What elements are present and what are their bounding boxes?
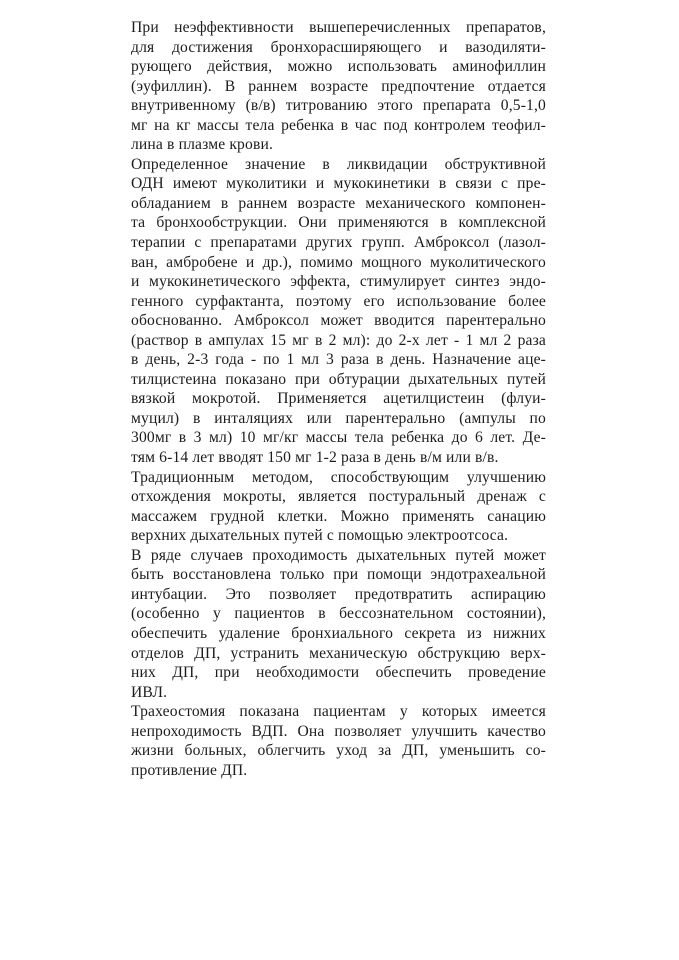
text-line: верхних дыхательных путей с помощью электроотсоса.: [131, 527, 509, 545]
paragraph-tracheostomy: [131, 702, 546, 780]
text-line: В ряде случаев проходимость дыхательных путей может: [131, 546, 546, 564]
text-line: интубации. Это позволяет предотвратить аспирацию: [131, 585, 546, 603]
text-line: обладанием в раннем возрасте механического компонен-: [131, 194, 546, 212]
text-line: рующего действия, можно использовать аминофиллин: [131, 58, 546, 76]
text-line: 300мг в 3 мл) 10 мг/кг массы тела ребенка до 6 лет. Де-: [131, 429, 546, 447]
text-line: ИВЛ.: [131, 683, 168, 701]
text-line: терапии с препаратами других групп. Амброксол (лазол-: [131, 234, 546, 252]
text-line: внутривенному (в/в) титрованию этого препарата 0,5-1,0: [131, 97, 546, 115]
text-line: лина в плазме крови.: [131, 136, 274, 154]
text-line: обеспечить удаление бронхиального секрета из нижних: [131, 624, 546, 642]
text-line: генного сурфактанта, поэтому его использование более: [131, 292, 546, 310]
text-line: отделов ДП, устранить механическую обструкцию верх-: [131, 644, 546, 662]
text-line: (раствор в ампулах 15 мг в 2 мл): до 2-х лет - 1 мл 2 раза: [131, 331, 546, 349]
text-line: вязкой мокротой. Применяется ацетилцистеин (флуи-: [131, 390, 546, 408]
text-line: для достижения бронхорасширяющего и вазодиляти-: [131, 38, 546, 56]
text-line: и мукокинетического эффекта, стимулирует синтез эндо-: [131, 273, 546, 291]
text-line: тям 6-14 лет вводят 150 мг 1-2 раза в день в/м или в/в.: [131, 449, 499, 467]
text-line: (эуфиллин). В раннем возрасте предпочтение отдается: [131, 77, 546, 95]
text-line: ван, амбробене и др.), помимо мощного муколитического: [131, 253, 546, 271]
text-line: муцил) в инталяциях или парентерально (ампулы по: [131, 409, 546, 427]
text-line: обоснованно. Амброксол может вводится парентерально: [131, 312, 546, 330]
text-line: ОДН имеют муколитики и мукокинетики в связи с пре-: [131, 175, 546, 193]
text-line: противление ДП.: [131, 761, 248, 779]
text-line: тилцистеина показано при обтурации дыхательных путей: [131, 370, 546, 388]
body-text: [131, 18, 546, 780]
text-line: быть восстановлена только при помощи эндотрахеальной: [131, 566, 546, 584]
text-line: та бронхообструкции. Они применяются в комплексной: [131, 214, 546, 232]
text-line: жизни больных, облегчить уход за ДП, уменьшить со-: [131, 742, 546, 760]
text-line: них ДП, при необходимости обеспечить проведение: [131, 664, 546, 682]
text-line: Традиционным методом, способствующим улучшению: [131, 468, 546, 486]
text-line: При неэффективности вышеперечисленных препаратов,: [131, 19, 546, 36]
text-line: (особенно у пациентов в бессознательном состоянии),: [131, 605, 546, 623]
text-line: непроходимость ВДП. Она позволяет улучшить качество: [131, 722, 546, 740]
text-line: в день, 2-3 года - по 1 мл 3 раза в день. Назначение аце-: [131, 351, 546, 369]
text-line: Определенное значение в ликвидации обструктивной: [131, 155, 546, 173]
paragraph-postural-drainage: [131, 468, 546, 546]
text-line: массажем грудной клетки. Можно применять санацию: [131, 507, 546, 525]
paragraph-aminophylline: [131, 18, 546, 155]
text-line: Трахеостомия показана пациентам у которых имеется: [131, 703, 546, 721]
text-line: отхождения мокроты, является постуральный дренаж с: [131, 488, 546, 506]
paragraph-intubation: [131, 546, 546, 702]
text-line: мг на кг массы тела ребенка в час под контролем теофил-: [131, 116, 546, 134]
paragraph-mucolytics: [131, 155, 546, 468]
